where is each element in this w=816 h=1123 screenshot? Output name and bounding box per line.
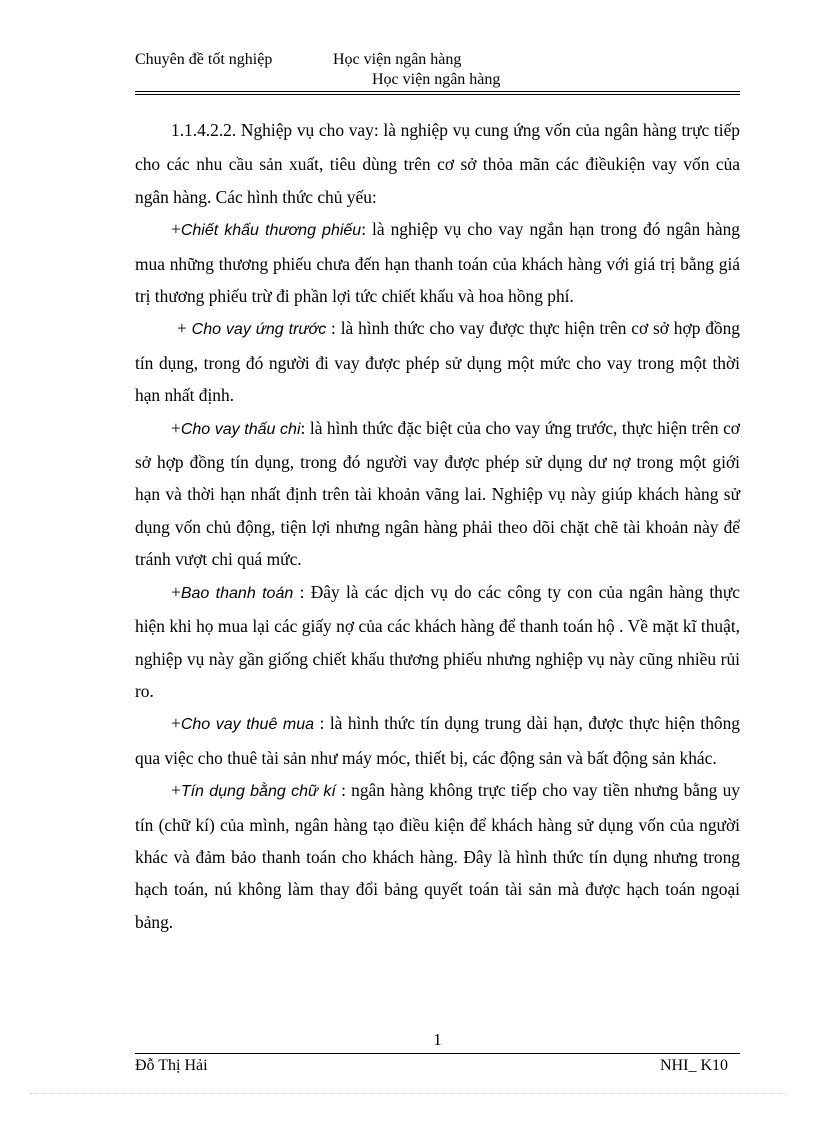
paragraph-overdraft <box>135 412 740 576</box>
page-footer <box>135 1028 740 1078</box>
footer-author: Đỗ Thị Hải <box>135 1057 208 1074</box>
page-header <box>135 48 740 94</box>
paragraph-discount <box>135 213 740 312</box>
paragraph-text: : là hình thức tín dụng trung dài hạn, được thực hiện thông qua việc cho thuê tài sản như máy móc, thiết bị, các động sản và bất động sản khác. <box>135 713 740 768</box>
paragraph-text: : là hình thức cho vay được thực hiện trên cơ sở hợp đồng tín dụng, trong đó người đi vay được phép sử dụng một mức cho vay trong một thời hạn nhất định. <box>135 318 741 406</box>
footer-rule <box>135 1053 740 1054</box>
paragraph-text: : Đây là các dịch vụ do các công ty con của ngân hàng thực hiện khi họ mua lại các giấy nợ của các khách hàng để thanh toán hộ . Về mặt kĩ thuật, nghiệp vụ này gần giống chiết khấu thương phiếu nhưng nghiệp vụ này cũng nhiều rủi ro. <box>135 581 740 701</box>
paragraph-term: Bao thanh toán <box>180 584 294 602</box>
paragraph-term: Tín dụng bằng chữ kí <box>180 783 336 801</box>
paragraph-signature-credit <box>135 774 740 938</box>
paragraph-lead: + <box>171 713 181 734</box>
paragraph-lead: + <box>171 417 181 438</box>
paragraph-advance-loan <box>135 312 740 411</box>
footer-class-code: NHI_ K10 <box>660 1057 728 1074</box>
paragraph-term: Cho vay ứng trước <box>191 321 327 339</box>
paragraph-factoring <box>135 576 740 708</box>
paragraph-lead: + <box>171 780 181 801</box>
page-bottom-divider <box>30 1093 786 1094</box>
paragraph-text: : là nghiệp vụ cho vay ngắn hạn trong đó ngân hàng mua những thương phiếu chưa đến hạn thanh toán của khách hàng với giá trị bằng giá trị thương phiếu trừ đi phần lợi tức chiết khấu và hoa hồng phí. <box>135 219 740 307</box>
paragraph-text: 1.1.4.2.2. Nghiệp vụ cho vay: là nghiệp vụ cung ứng vốn của ngân hàng trực tiếp cho các nhu cầu sản xuất, tiêu dùng trên cơ sở thỏa mãn các điềukiện vay vốn của ngân hàng. Các hình thức chủ yếu: <box>135 120 740 207</box>
paragraph-lead: + <box>171 581 181 602</box>
paragraph-lead: + <box>171 219 181 240</box>
paragraph-term: Chiết khấu thương phiếu <box>180 222 362 240</box>
paragraph-text: : ngân hàng không trực tiếp cho vay tiền nhưng bằng uy tín (chữ kí) của mình, ngân hàng tạo điều kiện để khách hàng sử dụng vốn của người khác và đảm bảo thanh toán cho khách hàng. Đây là hình thức tín dụng nhưng trong hạch toán, nú không làm thay đổi bảng quyết toán tài sản mà được hạch toán ngoại bảng. <box>135 780 740 932</box>
paragraph-leasing <box>135 707 740 774</box>
paragraph-loan-operations <box>135 114 740 213</box>
paragraph-term: Cho vay thấu chi <box>180 420 301 438</box>
paragraph-text: : là hình thức đặc biệt của cho vay ứng trước, thực hiện trên cơ sở hợp đồng tín dụng, trong đó người vay được phép sử dụng dư nợ trong một giới hạn và thời hạn nhất định trên tài khoản vãng lai. Nghiệp vụ này giúp khách hàng sử dụng vốn chủ động, tiện lợi nhưng ngân hàng phải theo dõi chặt chẽ tài khoản này để tránh vượt chi quá mức. <box>135 417 741 570</box>
document-body <box>135 114 740 938</box>
header-rule-top <box>135 91 740 92</box>
paragraph-term: Cho vay thuê mua <box>180 716 315 734</box>
header-institution-repeat: Học viện ngân hàng <box>372 71 501 88</box>
page-number: 1 <box>433 1030 442 1049</box>
header-document-type: Chuyên đề tốt nghiệp <box>135 51 273 68</box>
paragraph-lead: + <box>177 318 192 339</box>
header-institution: Học viện ngân hàng <box>333 51 462 68</box>
header-rule-bottom <box>135 94 740 95</box>
